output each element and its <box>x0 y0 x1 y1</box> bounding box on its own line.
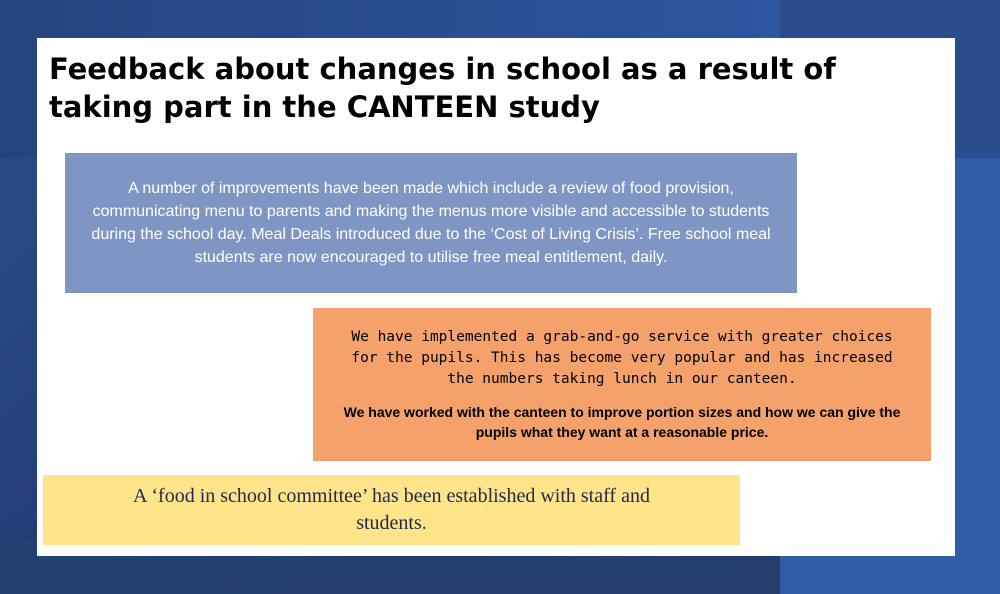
slide <box>37 38 955 556</box>
portion-sizes-text: We have worked with the canteen to improve portion sizes and how we can give the pupils what they want at a reasonable price. <box>343 404 901 440</box>
committee-box <box>43 475 740 545</box>
canteen-feedback-box <box>313 308 931 461</box>
grab-and-go-text: We have implemented a grab-and-go service with greater choices for the pupils. This has become very popular and has increased the numbers taking lunch in our canteen. <box>351 329 893 387</box>
committee-text: A ‘food in school committee’ has been established with staff and students. <box>133 485 650 534</box>
improvements-box <box>65 153 797 293</box>
slide-title: Feedback about changes in school as a result of taking part in the CANTEEN study <box>49 52 836 124</box>
improvements-text: A number of improvements have been made which include a review of food provision, communicating menu to parents and making the menus more visible and accessible to students during the school day. Meal Deals introduced due to the ‘Cost of Living Crisis’. Free school meal students are now encouraged to utilise free meal entitlement, daily. <box>91 180 771 266</box>
